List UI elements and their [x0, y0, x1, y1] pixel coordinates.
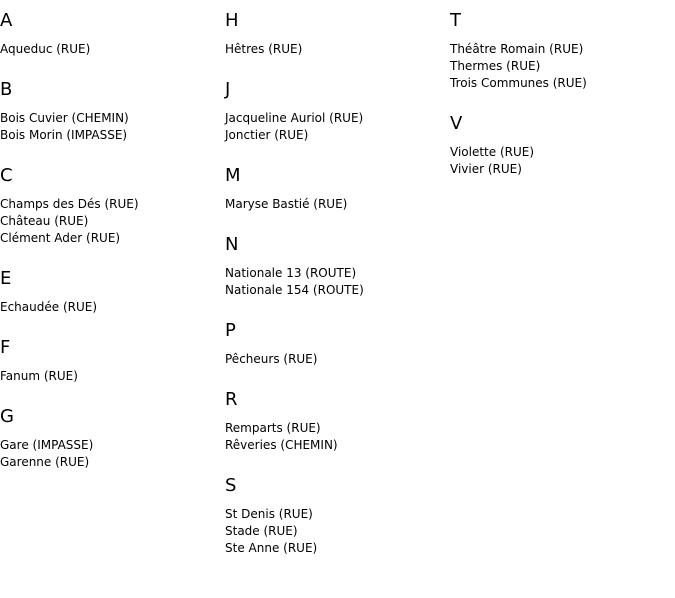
letter-heading: J [225, 79, 231, 100]
street-list [0, 368, 220, 385]
street-link[interactable]: Garenne (RUE) [0, 455, 90, 469]
letter-group [450, 10, 670, 92]
street-list [0, 41, 220, 58]
street-list [225, 506, 445, 557]
street-link[interactable]: Violette (RUE) [450, 145, 535, 159]
street-link[interactable]: Thermes (RUE) [450, 59, 541, 73]
letter-group [225, 234, 445, 299]
street-list [0, 110, 220, 144]
street-link[interactable]: St Denis (RUE) [225, 507, 313, 521]
street-link[interactable]: Nationale 154 (ROUTE) [225, 283, 364, 297]
letter-group [225, 79, 445, 144]
letter-heading: B [0, 79, 13, 100]
street-link[interactable]: Hêtres (RUE) [225, 42, 303, 56]
street-list [225, 351, 445, 368]
street-link[interactable]: Château (RUE) [0, 214, 89, 228]
letter-group [450, 113, 670, 178]
street-link[interactable]: Vivier (RUE) [450, 162, 522, 176]
street-link[interactable]: Maryse Bastié (RUE) [225, 197, 348, 211]
street-list [0, 196, 220, 247]
street-link[interactable]: Champs des Dés (RUE) [0, 197, 139, 211]
street-link[interactable]: Gare (IMPASSE) [0, 438, 94, 452]
letter-heading: G [0, 406, 14, 427]
letter-group [225, 10, 445, 58]
letter-heading: R [225, 389, 238, 410]
street-list [0, 437, 220, 471]
street-list [225, 420, 445, 454]
street-list [450, 41, 670, 92]
index-column [450, 0, 670, 178]
street-list [0, 299, 220, 316]
letter-group [225, 389, 445, 454]
letter-heading: S [225, 475, 237, 496]
street-link[interactable]: Echaudée (RUE) [0, 300, 98, 314]
street-link[interactable]: Aqueduc (RUE) [0, 42, 91, 56]
letter-heading: M [225, 165, 241, 186]
street-list [225, 196, 445, 213]
street-link[interactable]: Bois Morin (IMPASSE) [0, 128, 128, 142]
street-link[interactable]: Ste Anne (RUE) [225, 541, 318, 555]
index-column [225, 0, 445, 557]
street-link[interactable]: Stade (RUE) [225, 524, 298, 538]
street-link[interactable]: Nationale 13 (ROUTE) [225, 266, 357, 280]
street-link[interactable]: Remparts (RUE) [225, 421, 321, 435]
letter-group [225, 320, 445, 368]
letter-heading: H [225, 10, 239, 31]
letter-heading: P [225, 320, 236, 341]
street-link[interactable]: Pêcheurs (RUE) [225, 352, 318, 366]
letter-heading: F [0, 337, 11, 358]
street-link[interactable]: Jonctier (RUE) [225, 128, 309, 142]
letter-heading: E [0, 268, 12, 289]
letter-group [225, 475, 445, 557]
letter-group [0, 406, 220, 471]
letter-group [0, 10, 220, 58]
letter-heading: C [0, 165, 13, 186]
street-link[interactable]: Fanum (RUE) [0, 369, 78, 383]
street-link[interactable]: Théâtre Romain (RUE) [450, 42, 584, 56]
street-link[interactable]: Clément Ader (RUE) [0, 231, 121, 245]
street-list [225, 110, 445, 144]
street-link[interactable]: Trois Communes (RUE) [450, 76, 587, 90]
letter-group [0, 79, 220, 144]
street-list [225, 265, 445, 299]
letter-heading: N [225, 234, 239, 255]
street-list [450, 144, 670, 178]
street-list [225, 41, 445, 58]
letter-group [0, 165, 220, 247]
street-link[interactable]: Bois Cuvier (CHEMIN) [0, 111, 129, 125]
letter-heading: A [0, 10, 13, 31]
letter-group [0, 337, 220, 385]
letter-heading: T [450, 10, 461, 31]
street-link[interactable]: Rêveries (CHEMIN) [225, 438, 338, 452]
letter-group [0, 268, 220, 316]
letter-heading: V [450, 113, 463, 134]
index-column [0, 0, 220, 471]
street-link[interactable]: Jacqueline Auriol (RUE) [225, 111, 364, 125]
letter-group [225, 165, 445, 213]
